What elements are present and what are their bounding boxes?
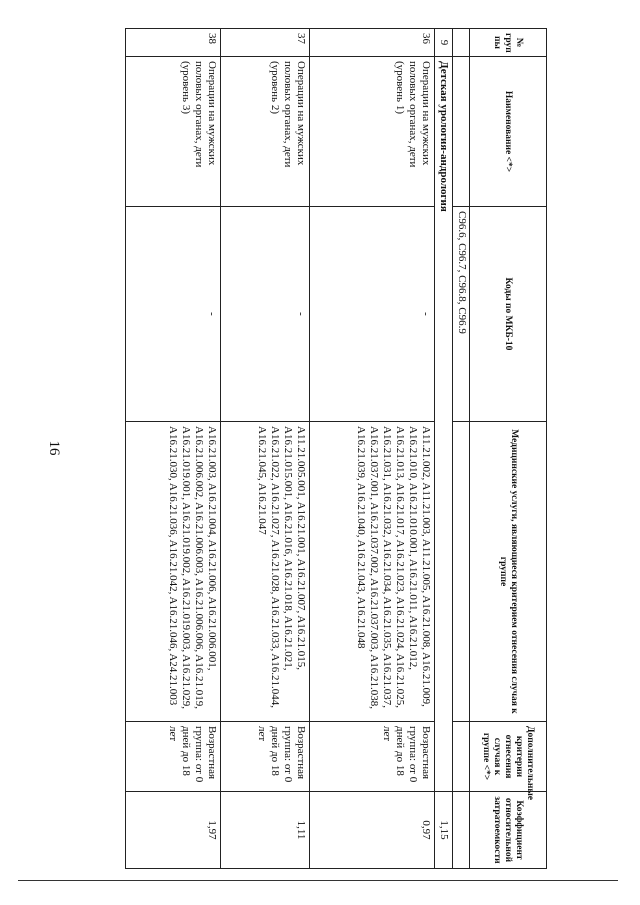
ksg-table xyxy=(125,28,547,869)
section-coef: 1,15 xyxy=(435,792,453,869)
row-name: Операции на мужских половых органах, дети (уровень 3) xyxy=(126,57,221,207)
row-name: Операции на мужских половых органах, дети (уровень 2) xyxy=(221,57,310,207)
table-row xyxy=(221,29,310,869)
header-coef: Коэффициент относительной затратоемкости xyxy=(470,792,547,869)
table-header-row xyxy=(470,29,547,869)
spacer-row xyxy=(453,29,470,869)
row-mkb: - xyxy=(310,207,435,422)
row-extra: Возрастная группа: от 0 дней до 18 лет xyxy=(310,722,435,792)
spacer-cell xyxy=(453,29,470,57)
header-services: Медицинские услуги, являющиеся критерием отнесения случая к группе xyxy=(470,422,547,722)
header-name: Наименование <*> xyxy=(470,57,547,207)
prev-mkb-cell: С96.6, С96.7, С96.8, С96.9 xyxy=(453,207,470,422)
row-extra: Возрастная группа: от 0 дней до 18 лет xyxy=(221,722,310,792)
row-services: A11.21.002, A11.21.003, A11.21.005, A16.21.008, A16.21.009, A16.21.010, A16.21.010.001, A16.21.011, A16.21.012, A16.21.013, A16.21.017, A16.21.023, A16.21.024, A16.21.025, A16.21.031, A16.21.032, A16.21.034, A16.21.035, A16.21.037, A16.21.037.001, A16.21.037.002, A16.21.037.003, A16.21.038, A16.21.039, A16.21.040, A16.21.043, A16.21.048 xyxy=(310,422,435,722)
spacer-cell xyxy=(453,722,470,792)
row-num: 38 xyxy=(126,29,221,57)
row-num: 36 xyxy=(310,29,435,57)
spacer-cell xyxy=(453,57,470,207)
row-services: A16.21.003, A16.21.004, A16.21.006, A16.21.006.001, A16.21.006.002, A16.21.006.003, A16.21.006.006, A16.21.019, A16.21.019.001, A16.21.019.002, A16.21.019.003, A16.21.029, A16.21.030, A16.21.036, A16.21.042, A16.21.046, A24.21.003 xyxy=(126,422,221,722)
row-services: A11.21.005.001, A16.21.001, A16.21.007, A16.21.015, A16.21.015.001, A16.21.016, A16.21.018, A16.21.021, A16.21.022, A16.21.027, A16.21.028, A16.21.033, A16.21.044, A16.21.045, A16.21.047 xyxy=(221,422,310,722)
row-name: Операции на мужских половых органах, дети (уровень 1) xyxy=(310,57,435,207)
spacer-cell xyxy=(453,792,470,869)
header-mkb: Коды по МКБ-10 xyxy=(470,207,547,422)
rotated-table-container xyxy=(45,20,555,875)
table-row xyxy=(126,29,221,869)
table-row xyxy=(310,29,435,869)
section-row xyxy=(435,29,453,869)
bottom-rule xyxy=(18,880,618,881)
row-coef: 0,97 xyxy=(310,792,435,869)
header-num: № груп пы xyxy=(470,29,547,57)
row-mkb: - xyxy=(221,207,310,422)
row-coef: 1,11 xyxy=(221,792,310,869)
row-coef: 1,97 xyxy=(126,792,221,869)
row-mkb: - xyxy=(126,207,221,422)
spacer-cell xyxy=(453,422,470,722)
page-number: 16 xyxy=(46,440,62,456)
row-num: 37 xyxy=(221,29,310,57)
row-extra: Возрастная группа: от 0 дней до 18 лет xyxy=(126,722,221,792)
section-num: 9 xyxy=(435,29,453,57)
section-title: Детская урология-андрология xyxy=(435,57,453,792)
rotated-page-frame xyxy=(45,20,555,875)
header-extra: Дополнительные критерии отнесения случая к группе <*> xyxy=(470,722,547,792)
